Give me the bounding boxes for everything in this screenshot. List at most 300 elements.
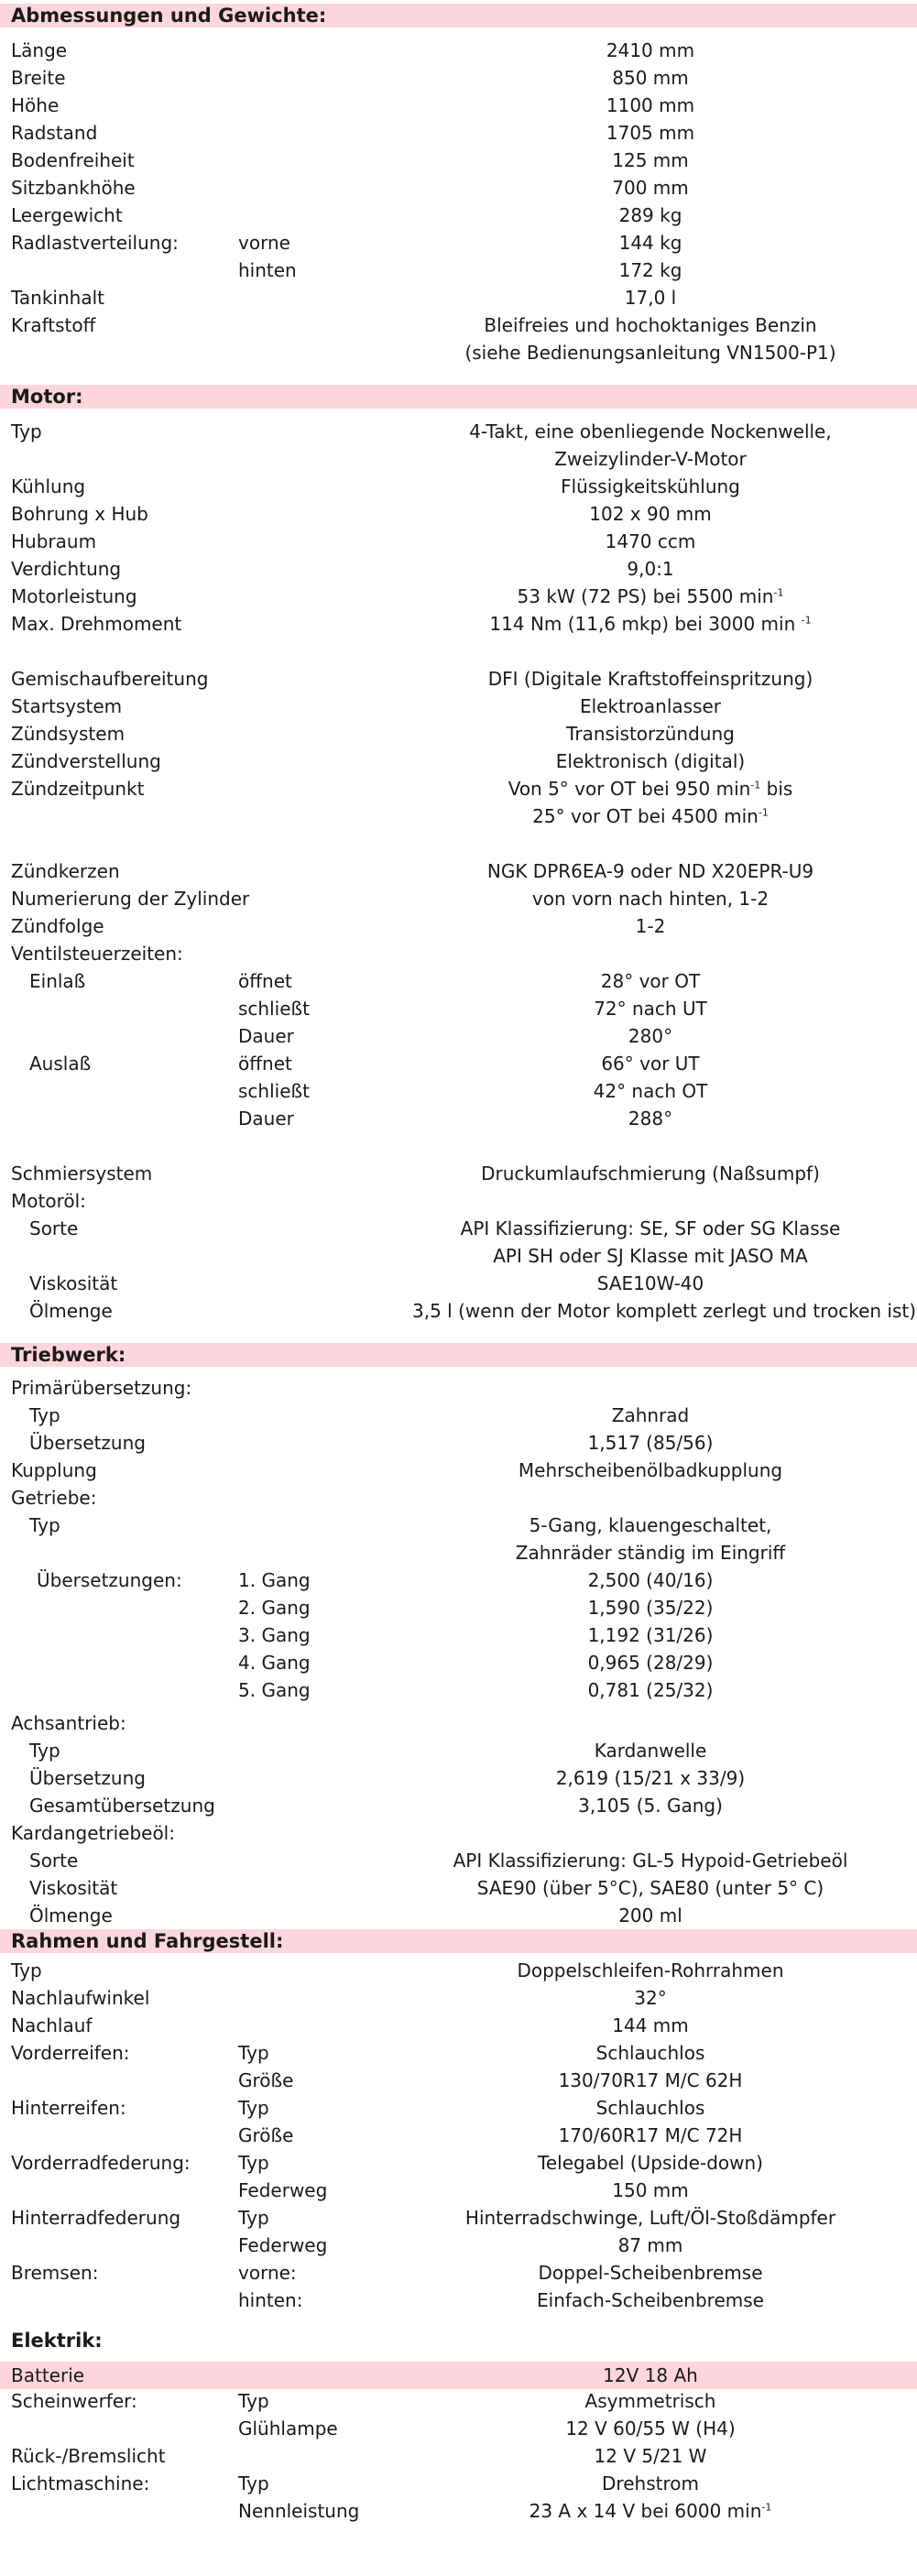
spec-row: [0, 1105, 917, 1132]
spec-row: [0, 1512, 917, 1539]
spec-label: Sorte: [29, 1217, 79, 1239]
spec-value-text: Zahnrad: [611, 1404, 690, 1426]
spec-row: [0, 1957, 917, 1984]
spec-label: Zündfolge: [11, 915, 104, 937]
spec-value-text: 144 kg: [618, 232, 682, 254]
spec-row: [0, 2067, 917, 2094]
spec-value-text: 2,500 (40/16): [587, 1569, 714, 1591]
spec-label: Rück-/Bremslicht: [11, 2445, 166, 2467]
spec-sublabel: 1. Gang: [238, 1569, 311, 1591]
spec-sublabel: Größe: [238, 2069, 294, 2091]
spec-row: [0, 967, 917, 995]
spec-row: [0, 2149, 917, 2177]
spec-sublabel: Typ: [238, 2097, 269, 2119]
spec-value-text: von vorn nach hinten, 1-2: [531, 888, 770, 910]
spec-sublabel: Typ: [238, 2207, 269, 2229]
spec-value-text: 170/60R17 M/C 72H: [558, 2124, 743, 2146]
spec-row: [0, 1187, 917, 1215]
spec-value: [412, 1792, 889, 1819]
spec-row: [0, 339, 917, 366]
spec-value: [412, 1984, 889, 2012]
section-title: Motor:: [11, 386, 83, 408]
spec-value-text: 1705 mm: [606, 122, 695, 144]
spec-value: [412, 1676, 889, 1704]
spec-value: [412, 445, 889, 473]
spec-value-text: API SH oder SJ Klasse mit JASO MA: [493, 1245, 808, 1267]
spec-value: [412, 1402, 889, 1429]
unit-exponent: -1: [750, 779, 761, 791]
spec-row: [0, 995, 917, 1022]
spec-label: Lichtmaschine:: [11, 2472, 150, 2494]
spec-sublabel: vorne: [238, 232, 290, 254]
spec-value: [412, 174, 889, 202]
spec-label: Breite: [11, 67, 66, 89]
spec-value-text: 1,590 (35/22): [587, 1597, 714, 1619]
spec-label: Ventilsteuerzeiten:: [11, 943, 183, 965]
spec-value-text: Von 5° vor OT bei 950 min: [508, 778, 751, 800]
section-title: Triebwerk:: [11, 1344, 126, 1366]
spec-value: [412, 1764, 889, 1792]
spec-sublabel: schließt: [238, 998, 310, 1020]
section-header: [0, 4, 917, 27]
spec-value: [412, 2387, 889, 2415]
spec-row: [0, 311, 917, 339]
spec-value: [412, 2232, 889, 2259]
spec-label: Hinterreifen:: [11, 2097, 126, 2119]
spec-value-text: 1100 mm: [606, 94, 695, 116]
spec-value: [412, 2177, 889, 2204]
spec-value-text: 3,105 (5. Gang): [578, 1795, 723, 1817]
spec-value-text: 66° vor UT: [601, 1053, 700, 1075]
spec-label: Sorte: [29, 1850, 79, 1872]
spec-value-text: Transistorzündung: [566, 723, 735, 745]
spec-label: Hubraum: [11, 530, 97, 552]
spec-value: [412, 555, 889, 583]
spec-label: Viskosität: [29, 1272, 118, 1294]
spec-value-text: 12 V 60/55 W (H4): [565, 2418, 736, 2440]
spec-value: [412, 500, 889, 528]
spec-value: [412, 1160, 889, 1187]
spec-value: [412, 1874, 889, 1902]
spec-row: [0, 147, 917, 174]
spec-sublabel: 3. Gang: [238, 1624, 311, 1646]
spec-value-text: 172 kg: [618, 259, 682, 281]
spec-value-text: 1,517 (85/56): [587, 1432, 714, 1454]
section-header: [0, 385, 917, 409]
spec-label: Zündsystem: [11, 723, 126, 745]
spec-row: [0, 1792, 917, 1819]
spec-value: [412, 2362, 889, 2389]
spec-label: Tankinhalt: [11, 287, 104, 309]
spec-label: Achsantrieb:: [11, 1712, 126, 1734]
spec-row: [0, 802, 917, 830]
spec-row: [0, 2177, 917, 2204]
spec-row: [0, 1215, 917, 1242]
spec-value: [412, 418, 889, 445]
spec-label: Getriebe:: [11, 1487, 97, 1509]
spec-sublabel: Typ: [238, 2390, 269, 2412]
spec-value-text: NGK DPR6EA-9 oder ND X20EPR-U9: [486, 860, 814, 882]
spec-value-text: 12V 18 Ah: [603, 2364, 698, 2386]
spec-label: Radlastverteilung:: [11, 232, 179, 254]
spec-value: [412, 583, 889, 610]
spec-row: [0, 2039, 917, 2067]
spec-value: [412, 1429, 889, 1457]
spec-row: [0, 1160, 917, 1187]
spec-value: [412, 339, 889, 366]
spec-value-text: 1,192 (31/26): [587, 1624, 714, 1646]
spec-value-text: 125 mm: [612, 149, 689, 171]
spec-label: Kupplung: [11, 1459, 97, 1481]
spec-row: [0, 174, 917, 202]
spec-row: [0, 693, 917, 720]
spec-sublabel: 4. Gang: [238, 1652, 311, 1674]
spec-sublabel: 5. Gang: [238, 1679, 311, 1701]
spec-row: [0, 1847, 917, 1874]
spec-value: [412, 1077, 889, 1105]
spec-value-text: Schlauchlos: [595, 2042, 705, 2064]
spec-label: Bremsen:: [11, 2262, 99, 2284]
spec-value-text: Flüssigkeitskühlung: [561, 475, 740, 497]
spec-row: [0, 64, 917, 92]
spec-value: [412, 995, 889, 1022]
spec-label: Primärübersetzung:: [11, 1377, 192, 1399]
spec-sublabel: schließt: [238, 1080, 310, 1102]
unit-exponent: -1: [773, 586, 784, 599]
spec-label: Scheinwerfer:: [11, 2390, 137, 2412]
spec-value-text: 28° vor OT: [600, 970, 701, 992]
spec-sublabel: vorne:: [238, 2262, 297, 2284]
spec-value: [412, 857, 889, 885]
spec-label: Verdichtung: [11, 558, 122, 580]
spec-value-text: Zahnräder ständig im Eingriff: [515, 1542, 786, 1564]
spec-label: Vorderreifen:: [11, 2042, 130, 2064]
spec-label: Typ: [29, 1514, 60, 1536]
spec-row: [0, 775, 917, 802]
spec-value-text: 2410 mm: [606, 39, 695, 61]
spec-sublabel: öffnet: [238, 970, 292, 992]
spec-value: [412, 885, 889, 912]
spec-label: Batterie: [11, 2364, 85, 2386]
spec-row: [0, 1484, 917, 1512]
spec-value: [412, 1957, 889, 1984]
spec-label: Viskosität: [29, 1877, 118, 1899]
spec-value: [412, 147, 889, 174]
section-title-elektrik: Elektrik:: [11, 2330, 103, 2352]
spec-value-text: Druckumlaufschmierung (Naßsumpf): [481, 1162, 820, 1184]
spec-row: [0, 2470, 917, 2497]
spec-value-text: 53 kW (72 PS) bei 5500 min: [517, 585, 774, 607]
spec-row: [0, 1050, 917, 1077]
spec-row: [0, 1242, 917, 1270]
spec-value: [412, 1539, 889, 1566]
spec-label: Nachlaufwinkel: [11, 1987, 150, 2009]
spec-value-text: 9,0:1: [627, 558, 674, 580]
spec-value-text: Doppel-Scheibenbremse: [538, 2262, 763, 2284]
spec-value: [412, 967, 889, 995]
section-header: [0, 1343, 917, 1367]
spec-value-text: SAE10W-40: [596, 1272, 704, 1294]
spec-value-text: 5-Gang, klauengeschaltet,: [529, 1514, 772, 1536]
spec-row: [0, 1022, 917, 1050]
spec-value-text: Elektronisch (digital): [555, 750, 746, 772]
spec-value: [412, 528, 889, 555]
spec-row: [0, 257, 917, 284]
spec-row: [0, 1676, 917, 1704]
spec-row: [0, 912, 917, 940]
spec-value-tail: bis: [760, 778, 793, 800]
spec-value: [412, 1566, 889, 1594]
spec-label: Motoröl:: [11, 1190, 86, 1212]
spec-label: Ölmenge: [29, 1905, 113, 1927]
spec-value: [412, 473, 889, 500]
spec-label: Kardangetriebeöl:: [11, 1822, 175, 1844]
spec-value: [412, 64, 889, 92]
spec-value-text: Drehstrom: [602, 2472, 699, 2494]
spec-value: [412, 1902, 889, 1929]
spec-value: [412, 1621, 889, 1649]
spec-sublabel: hinten: [238, 259, 297, 281]
spec-value-text: 17,0 l: [624, 287, 677, 309]
spec-label: Zündkerzen: [11, 860, 120, 882]
spec-value-text: 72° nach UT: [594, 998, 707, 1020]
spec-row: [0, 1374, 917, 1402]
spec-row: [0, 284, 917, 311]
spec-value-text: Doppelschleifen-Rohrrahmen: [517, 1959, 784, 1981]
spec-row: [0, 418, 917, 445]
spec-row: [0, 2094, 917, 2122]
spec-label: Zündzeitpunkt: [11, 778, 145, 800]
spec-row: [0, 1649, 917, 1676]
spec-value: [412, 2067, 889, 2094]
spec-value: [412, 1649, 889, 1676]
spec-row: [0, 37, 917, 64]
spec-row: [0, 500, 917, 528]
spec-row: [0, 1457, 917, 1484]
spec-label: Kühlung: [11, 475, 86, 497]
spec-sublabel: Typ: [238, 2042, 269, 2064]
spec-label: Motorleistung: [11, 585, 137, 607]
spec-row: [0, 2259, 917, 2287]
spec-value-text: SAE90 (über 5°C), SAE80 (unter 5° C): [476, 1877, 824, 1899]
spec-value-text: Telegabel (Upside-down): [538, 2152, 763, 2174]
spec-value: [412, 1105, 889, 1132]
spec-value-text: 42° nach OT: [593, 1080, 708, 1102]
spec-row: [0, 583, 917, 610]
spec-sublabel: 2. Gang: [238, 1597, 311, 1619]
spec-value: [412, 1737, 889, 1764]
spec-row: [0, 473, 917, 500]
spec-label: Vorderradfederung:: [11, 2152, 191, 2174]
spec-value: [412, 802, 889, 830]
spec-value-text: Zweizylinder-V-Motor: [554, 448, 747, 470]
unit-exponent: -1: [758, 806, 769, 819]
spec-sublabel: Typ: [238, 2152, 269, 2174]
spec-label: Typ: [29, 1740, 60, 1762]
spec-value-text: 1-2: [635, 915, 666, 937]
spec-label: Hinterradfederung: [11, 2207, 181, 2229]
spec-value: [412, 775, 889, 802]
spec-value-text: API Klassifizierung: SE, SF oder SG Klasse: [460, 1217, 841, 1239]
spec-value-text: 130/70R17 M/C 62H: [558, 2069, 743, 2091]
spec-value-text: (siehe Bedienungsanleitung VN1500-P1): [464, 342, 836, 364]
spec-sublabel: hinten:: [238, 2289, 303, 2311]
section-header: [0, 1929, 917, 1953]
spec-value: [412, 2094, 889, 2122]
spec-value-text: 32°: [634, 1987, 667, 2009]
spec-label: Ölmenge: [29, 1300, 113, 1322]
spec-value-text: 144 mm: [612, 2014, 689, 2036]
spec-value-text: 3,5 l (wenn der Motor komplett zerlegt und trocken ist): [412, 1300, 917, 1322]
spec-value: [412, 1242, 889, 1270]
spec-value: [412, 2039, 889, 2067]
spec-row: [0, 885, 917, 912]
spec-value: [412, 1594, 889, 1621]
spec-label: Radstand: [11, 122, 98, 144]
spec-value-text: 150 mm: [612, 2179, 689, 2201]
spec-value: [412, 92, 889, 119]
spec-value: [412, 1270, 889, 1297]
spec-row: [0, 940, 917, 967]
spec-value: [412, 2149, 889, 2177]
spec-row: [0, 720, 917, 748]
spec-label: Zündverstellung: [11, 750, 161, 772]
spec-value: [412, 1847, 889, 1874]
spec-sublabel: Nennleistung: [238, 2500, 360, 2522]
spec-label: Übersetzung: [29, 1767, 146, 1789]
spec-row: [0, 2204, 917, 2232]
spec-value: [412, 202, 889, 229]
spec-label: Länge: [11, 39, 68, 61]
spec-label: Leergewicht: [11, 204, 123, 226]
spec-value-text: 0,965 (28/29): [587, 1652, 714, 1674]
spec-value: [412, 2415, 889, 2442]
spec-value: [412, 2470, 889, 2497]
spec-value: [412, 1457, 889, 1484]
spec-value-text: 200 ml: [618, 1905, 682, 1927]
spec-label: Auslaß: [29, 1053, 92, 1075]
spec-row: [0, 1984, 917, 2012]
spec-label: Bohrung x Hub: [11, 503, 148, 525]
spec-row: [0, 2497, 917, 2525]
spec-row: [0, 1902, 917, 1929]
spec-row: [0, 555, 917, 583]
spec-value: [412, 1022, 889, 1050]
spec-sublabel: Dauer: [238, 1025, 294, 1047]
spec-row: [0, 610, 917, 638]
highlighted-spec-row: [0, 2362, 917, 2389]
spec-value: [412, 284, 889, 311]
spec-value-text: Schlauchlos: [595, 2097, 705, 2119]
spec-value: [412, 610, 889, 638]
spec-value: [412, 2287, 889, 2314]
spec-row: [0, 1297, 917, 1325]
spec-row: [0, 1709, 917, 1737]
unit-exponent: -1: [761, 2501, 772, 2514]
spec-row: [0, 748, 917, 775]
spec-value-text: 4-Takt, eine obenliegende Nockenwelle,: [469, 420, 832, 442]
spec-value-text: Elektroanlasser: [579, 695, 722, 717]
spec-sublabel: Dauer: [238, 1108, 294, 1130]
spec-row: [0, 2387, 917, 2415]
spec-value-text: 12 V 5/21 W: [594, 2445, 707, 2467]
spec-label: Typ: [29, 1404, 60, 1426]
spec-value-text: 102 x 90 mm: [589, 503, 712, 525]
spec-value: [412, 1512, 889, 1539]
spec-value-text: Einfach-Scheibenbremse: [537, 2289, 764, 2311]
spec-row: [0, 1539, 917, 1566]
spec-sublabel: Federweg: [238, 2234, 328, 2256]
spec-row: [0, 229, 917, 257]
spec-value: [412, 2122, 889, 2149]
spec-label: Gesamtübersetzung: [29, 1795, 215, 1817]
spec-row: [0, 1429, 917, 1457]
spec-row: [0, 1594, 917, 1621]
spec-sublabel: öffnet: [238, 1053, 292, 1075]
unit-exponent: -1: [801, 614, 812, 627]
spec-label: Schmiersystem: [11, 1162, 153, 1184]
spec-value-text: 280°: [628, 1025, 673, 1047]
spec-value-text: 114 Nm (11,6 mkp) bei 3000 min: [489, 613, 802, 635]
spec-label: Typ: [11, 1959, 42, 1981]
spec-value: [412, 665, 889, 693]
spec-sublabel: Glühlampe: [238, 2418, 338, 2440]
spec-value-text: 87 mm: [617, 2234, 683, 2256]
spec-value-text: API Klassifizierung: GL-5 Hypoid-Getriebeöl: [453, 1850, 848, 1872]
spec-value-text: 288°: [628, 1108, 673, 1130]
spec-value-text: 289 kg: [618, 204, 682, 226]
spec-value: [412, 2204, 889, 2232]
spec-row: [0, 528, 917, 555]
spec-row: [0, 1874, 917, 1902]
spec-value-text: 1470 ccm: [605, 530, 696, 552]
spec-row: [0, 665, 917, 693]
spec-row: [0, 1764, 917, 1792]
spec-row: [0, 202, 917, 229]
spec-value: [412, 257, 889, 284]
spec-value-text: Mehrscheibenölbadkupplung: [518, 1459, 783, 1481]
spec-value-text: Asymmetrisch: [584, 2390, 716, 2412]
spec-value: [412, 311, 889, 339]
spec-value-text: Hinterradschwinge, Luft/Öl-Stoßdämpfer: [464, 2207, 836, 2229]
spec-label: Typ: [11, 420, 42, 442]
spec-label: Nachlauf: [11, 2014, 93, 2036]
spec-label: Einlaß: [29, 970, 86, 992]
spec-value: [412, 2012, 889, 2039]
spec-row: [0, 445, 917, 473]
spec-row: [0, 2287, 917, 2314]
spec-value-text: 0,781 (25/32): [587, 1679, 714, 1701]
spec-row: [0, 2122, 917, 2149]
spec-value-text: 23 A x 14 V bei 6000 min: [529, 2500, 762, 2522]
spec-label: Kraftstoff: [11, 314, 96, 336]
spec-row: [0, 1819, 917, 1847]
spec-row: [0, 119, 917, 147]
spec-value-text: DFI (Digitale Kraftstoffeinspritzung): [487, 668, 813, 690]
spec-row: [0, 1737, 917, 1764]
spec-value: [412, 2442, 889, 2470]
spec-label: Übersetzungen:: [37, 1569, 182, 1591]
spec-value: [412, 720, 889, 748]
spec-label: Numerierung der Zylinder: [11, 888, 250, 910]
spec-value: [412, 2259, 889, 2287]
spec-value: [412, 1297, 917, 1325]
spec-value: [412, 912, 889, 940]
spec-value: [412, 1050, 889, 1077]
spec-label: Höhe: [11, 94, 60, 116]
spec-label: Bodenfreiheit: [11, 149, 135, 171]
spec-label: Max. Drehmoment: [11, 613, 182, 635]
